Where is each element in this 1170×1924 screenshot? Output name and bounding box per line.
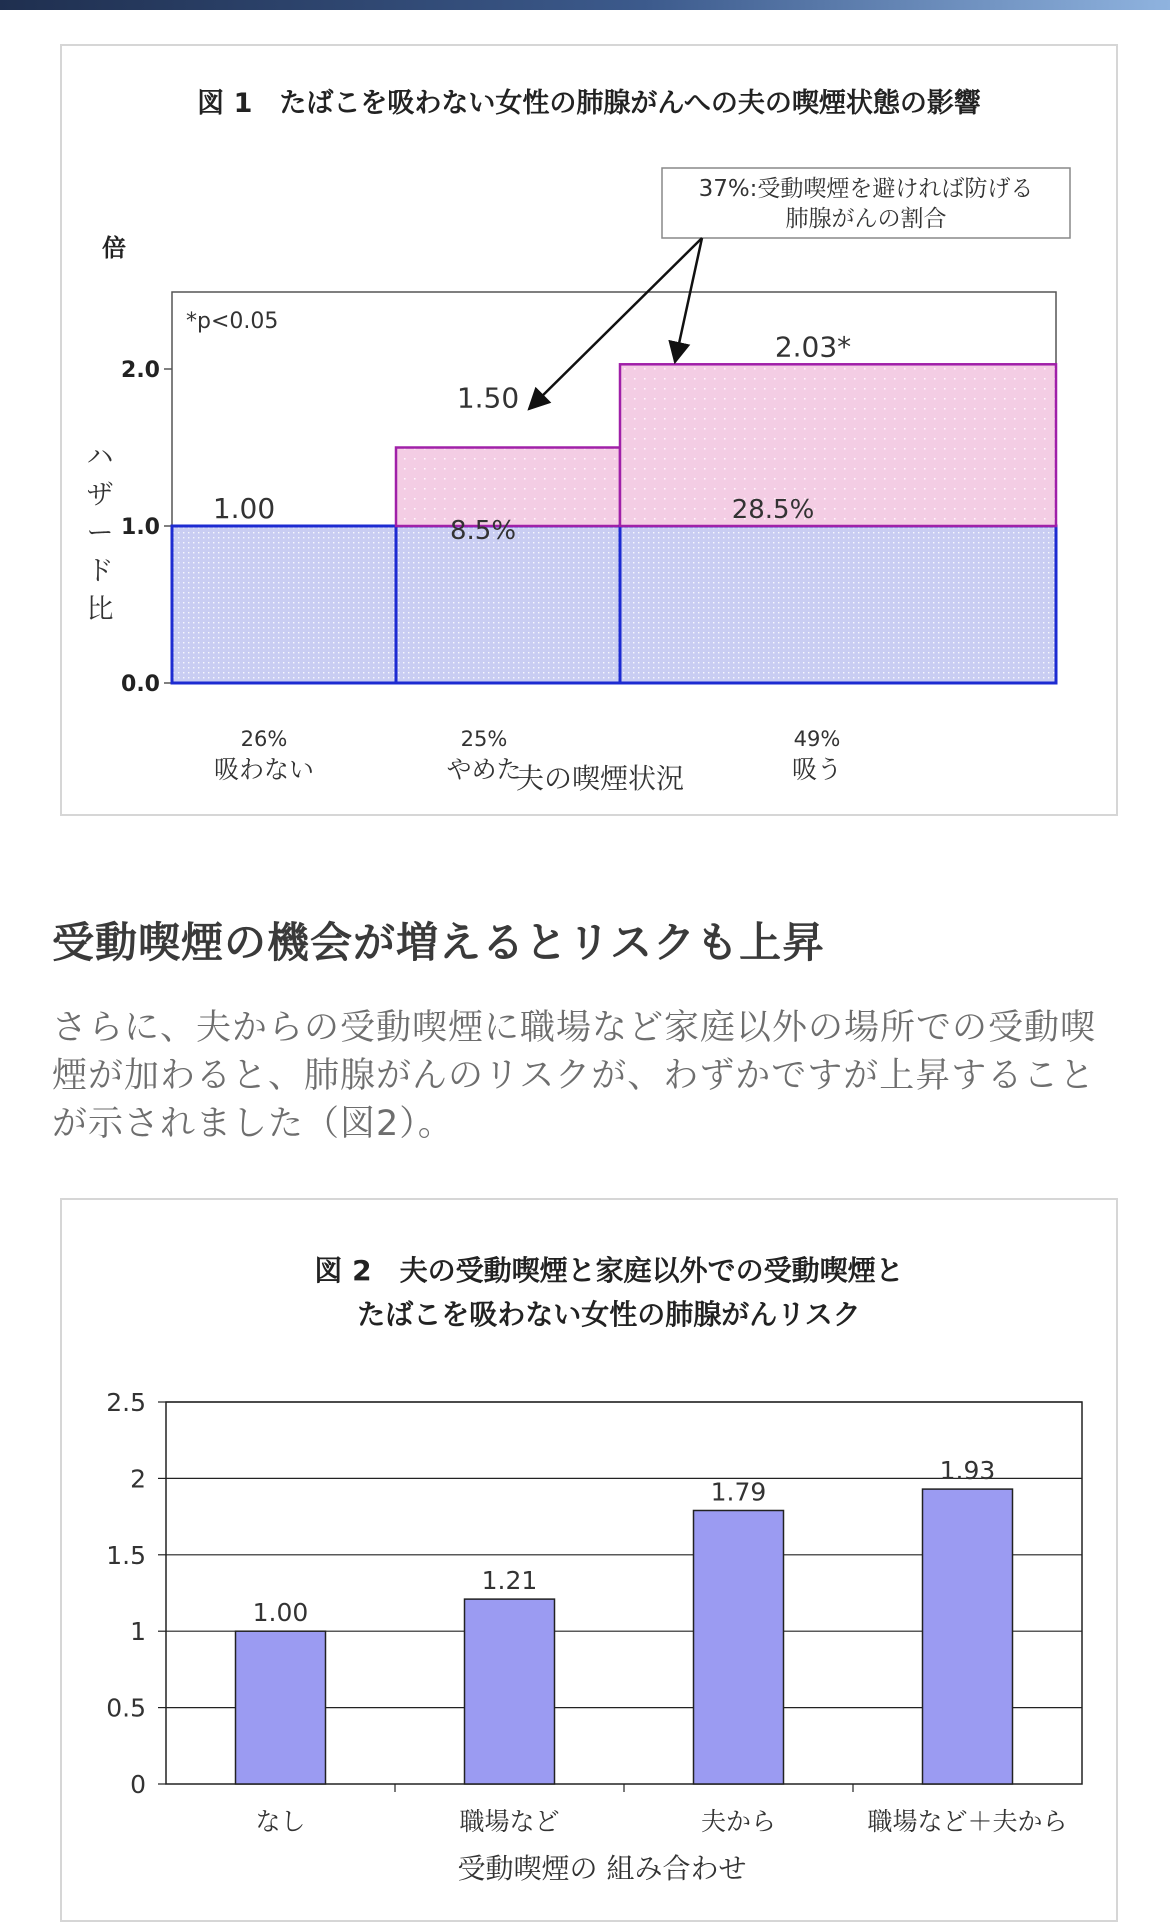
y-axis-title-char: ド: [86, 556, 114, 587]
bar-value-label-2: 1.50: [456, 381, 520, 415]
category-label-2: 職場など: [459, 1807, 560, 1836]
significance-note: *p<0.05: [186, 309, 279, 334]
category-label-4: 職場など＋夫から: [867, 1807, 1068, 1836]
attributable-share-label-2: 8.5%: [449, 516, 517, 546]
category-share-1: 26%: [240, 727, 288, 751]
x-axis-title: 夫の喫煙状況: [515, 762, 685, 795]
callout-arrow-2: [675, 238, 702, 362]
top-accent-bar: [0, 0, 1170, 10]
bar-value-label-3: 2.03*: [774, 330, 852, 364]
y-tick-label: 2.0: [121, 358, 160, 383]
bar-value-label-1: 1.00: [252, 1598, 309, 1628]
bar-baseline-3: [620, 526, 1056, 683]
y-axis-title-char: ザ: [86, 480, 114, 511]
y-tick-label: 2: [130, 1464, 146, 1494]
bar-baseline-2: [396, 526, 620, 683]
bar-value-label-4: 1.93: [939, 1456, 996, 1486]
figure-2-title-line-2: たばこを吸わない女性の肺腺がんリスク: [357, 1298, 861, 1331]
category-label-1: 吸わない: [213, 755, 315, 784]
bar-4: [923, 1489, 1013, 1784]
figure-1-title: 図 1 たばこを吸わない女性の肺腺がんへの夫の喫煙状態の影響: [197, 88, 981, 119]
category-label-3: 吸う: [791, 755, 843, 784]
figure-2-box: [60, 1198, 1118, 1922]
y-tick-label: 0: [130, 1770, 146, 1799]
category-label-2: やめた: [446, 755, 522, 784]
category-label-1: なし: [255, 1807, 306, 1836]
y-axis-title-char: 比: [86, 594, 114, 625]
bar-excess-2: [396, 448, 620, 527]
y-axis-title: [87, 442, 114, 625]
figure-2-title-line-1: 図 2 夫の受動喫煙と家庭以外での受動喫煙と: [314, 1254, 904, 1287]
callout-line-1: 37%:受動喫煙を避ければ防げる: [698, 176, 1034, 202]
figure-1-chart: [62, 46, 1116, 814]
figure-2-x-axis-title: 受動喫煙の 組み合わせ: [457, 1852, 747, 1885]
y-axis-title-char: ハ: [86, 442, 114, 473]
y-tick-label: 1.5: [106, 1540, 146, 1570]
category-share-2: 25%: [460, 727, 508, 751]
y-tick-label: 1.0: [121, 515, 160, 540]
category-share-3: 49%: [793, 727, 841, 751]
bar-value-label-1: 1.00: [212, 492, 276, 525]
bar-baseline-1: [172, 526, 396, 683]
attributable-share-label-3: 28.5%: [731, 495, 815, 525]
section-body-text: さらに、夫からの受動喫煙に職場など家庭以外の場所での受動喫煙が加わると、肺腺がんのリスクが、わずかですが上昇することが示されました（図2）。: [52, 1008, 1097, 1144]
y-tick-label: 1: [130, 1617, 146, 1647]
y-axis-title-char: ー: [86, 518, 114, 549]
y-unit-label: 倍: [102, 234, 126, 262]
section-heading: 受動喫煙の機会が増えるとリスクも上昇: [52, 918, 826, 967]
bar-3: [694, 1510, 784, 1784]
bar-excess-3: [620, 364, 1056, 526]
y-tick-label: 0.0: [121, 672, 160, 697]
figure-1-box: [60, 44, 1118, 816]
figure-2-chart: [62, 1200, 1116, 1920]
bar-2: [465, 1599, 555, 1784]
bar-1: [236, 1631, 326, 1784]
bar-value-label-3: 1.79: [710, 1477, 767, 1507]
bar-value-label-2: 1.21: [481, 1566, 538, 1596]
callout-line-2: 肺腺がんの割合: [785, 206, 947, 232]
y-tick-label: 2.5: [106, 1388, 146, 1417]
y-tick-label: 0.5: [106, 1693, 146, 1723]
category-label-3: 夫から: [700, 1807, 777, 1836]
